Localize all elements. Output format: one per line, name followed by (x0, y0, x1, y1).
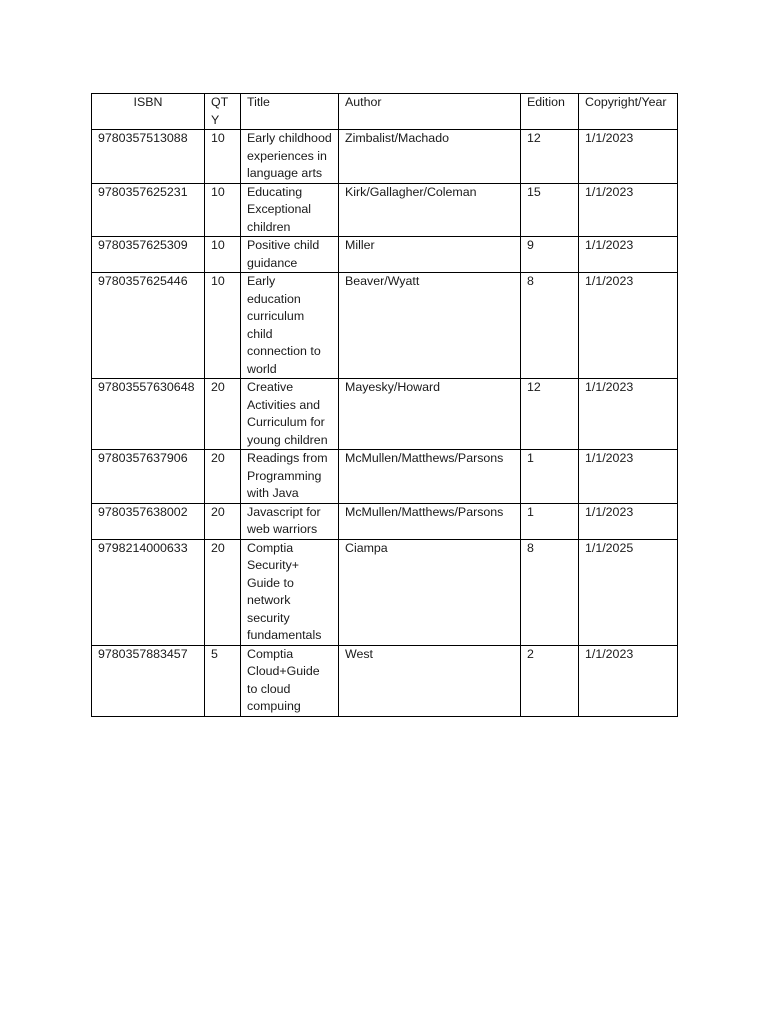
isbn-cell: 9780357513088 (92, 130, 205, 184)
copyright-year-cell: 1/1/2023 (579, 645, 678, 716)
column-header-copyright-year: Copyright/Year (579, 94, 678, 130)
author-cell: McMullen/Matthews/Parsons (339, 503, 521, 539)
title-cell: Early childhood experiences in language arts (241, 130, 339, 184)
table-body (92, 130, 678, 717)
author-cell: Ciampa (339, 539, 521, 645)
table-row (92, 183, 678, 237)
qty-cell: 10 (205, 273, 241, 379)
column-header-author: Author (339, 94, 521, 130)
qty-cell: 5 (205, 645, 241, 716)
table-row (92, 503, 678, 539)
copyright-year-cell: 1/1/2023 (579, 130, 678, 184)
title-cell: Comptia Cloud+Guide to cloud compuing (241, 645, 339, 716)
copyright-year-cell: 1/1/2023 (579, 450, 678, 504)
column-header-edition: Edition (521, 94, 579, 130)
author-cell: Zimbalist/Machado (339, 130, 521, 184)
table-row (92, 379, 678, 450)
author-cell: Kirk/Gallagher/Coleman (339, 183, 521, 237)
isbn-cell: 9780357625231 (92, 183, 205, 237)
table-row (92, 273, 678, 379)
edition-cell: 8 (521, 539, 579, 645)
edition-cell: 8 (521, 273, 579, 379)
qty-cell: 10 (205, 183, 241, 237)
author-cell: West (339, 645, 521, 716)
copyright-year-cell: 1/1/2025 (579, 539, 678, 645)
qty-cell: 20 (205, 450, 241, 504)
isbn-cell: 9780357625309 (92, 237, 205, 273)
author-cell: Mayesky/Howard (339, 379, 521, 450)
isbn-cell: 9780357637906 (92, 450, 205, 504)
table-row (92, 130, 678, 184)
isbn-cell: 9780357638002 (92, 503, 205, 539)
copyright-year-cell: 1/1/2023 (579, 183, 678, 237)
textbook-table (91, 93, 678, 717)
table-header (92, 94, 678, 130)
table-row (92, 539, 678, 645)
edition-cell: 12 (521, 130, 579, 184)
author-cell: Miller (339, 237, 521, 273)
title-cell: Creative Activities and Curriculum for young children (241, 379, 339, 450)
table-row (92, 237, 678, 273)
title-cell: Positive child guidance (241, 237, 339, 273)
edition-cell: 9 (521, 237, 579, 273)
title-cell: Comptia Security+ Guide to network security fundamentals (241, 539, 339, 645)
edition-cell: 2 (521, 645, 579, 716)
edition-cell: 1 (521, 503, 579, 539)
copyright-year-cell: 1/1/2023 (579, 237, 678, 273)
title-cell: Early education curriculum child connection to world (241, 273, 339, 379)
author-cell: McMullen/Matthews/Parsons (339, 450, 521, 504)
isbn-cell: 97803557630648 (92, 379, 205, 450)
qty-cell: 10 (205, 130, 241, 184)
column-header-isbn: ISBN (92, 94, 205, 130)
qty-cell: 20 (205, 503, 241, 539)
qty-cell: 20 (205, 379, 241, 450)
author-cell: Beaver/Wyatt (339, 273, 521, 379)
header-row (92, 94, 678, 130)
title-cell: Educating Exceptional children (241, 183, 339, 237)
edition-cell: 12 (521, 379, 579, 450)
table-row (92, 645, 678, 716)
column-header-title: Title (241, 94, 339, 130)
table-row (92, 450, 678, 504)
isbn-cell: 9780357625446 (92, 273, 205, 379)
copyright-year-cell: 1/1/2023 (579, 273, 678, 379)
qty-cell: 10 (205, 237, 241, 273)
isbn-cell: 9780357883457 (92, 645, 205, 716)
qty-cell: 20 (205, 539, 241, 645)
copyright-year-cell: 1/1/2023 (579, 379, 678, 450)
edition-cell: 15 (521, 183, 579, 237)
edition-cell: 1 (521, 450, 579, 504)
copyright-year-cell: 1/1/2023 (579, 503, 678, 539)
title-cell: Javascript for web warriors (241, 503, 339, 539)
column-header-qty: QTY (205, 94, 241, 130)
title-cell: Readings from Programming with Java (241, 450, 339, 504)
isbn-cell: 9798214000633 (92, 539, 205, 645)
